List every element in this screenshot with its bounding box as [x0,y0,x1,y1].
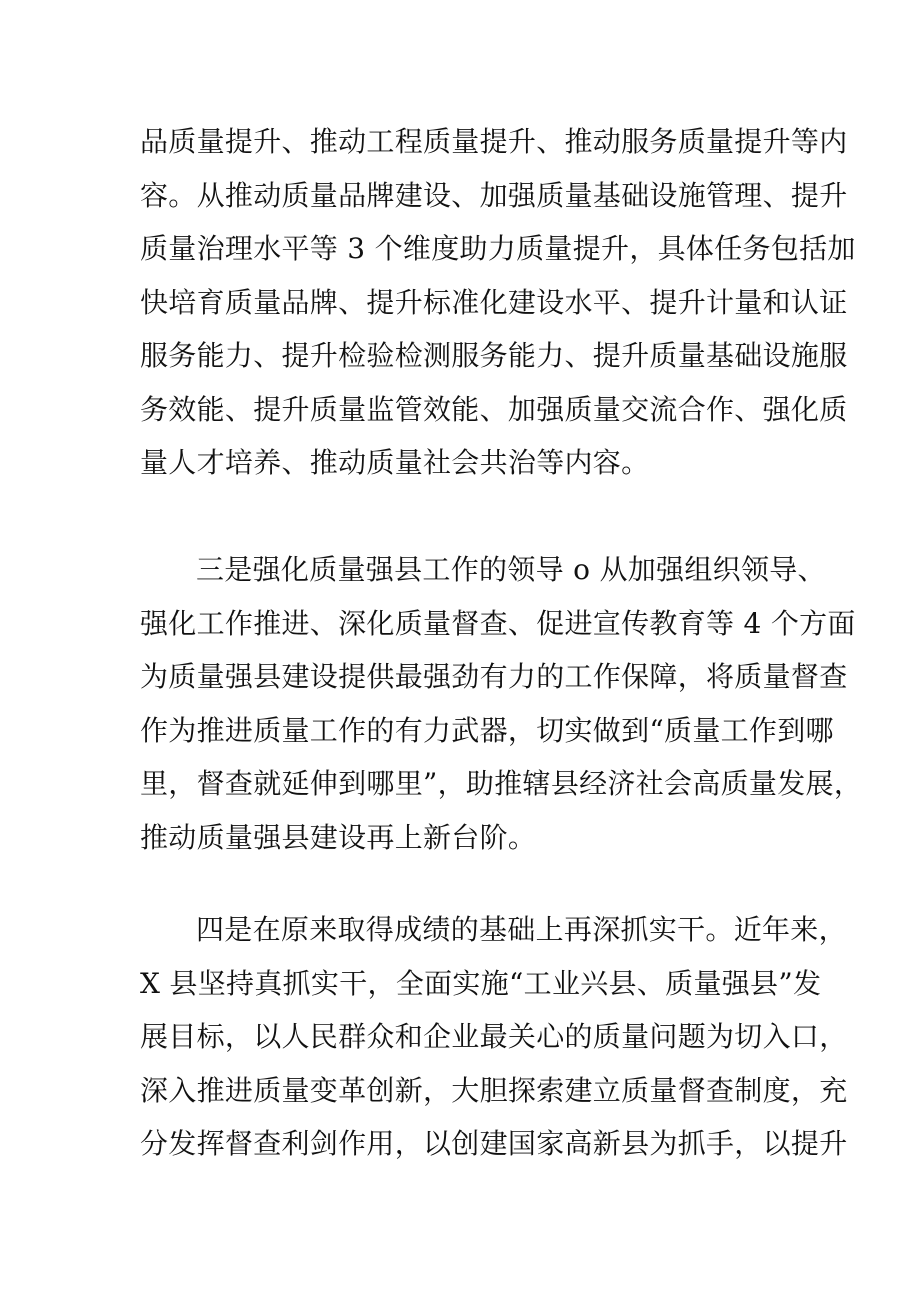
paragraph-2 [140,543,863,864]
text-line: 推动质量强县建设再上新台阶。 [140,820,537,854]
text-line: 快培育质量品牌、提升标准化建设水平、提升计量和认证 [140,285,848,319]
text-line: 作为推进质量工作的有力武器，切实做到“质量工作到哪 [140,713,834,747]
text-line: 务效能、提升质量监管效能、加强质量交流合作、强化质 [140,392,848,426]
text-line: X 县坚持真抓实干，全面实施“工业兴县、质量强县”发 [140,966,822,1000]
text-line: 深入推进质量变革创新，大胆探索建立质量督查制度，充 [140,1073,848,1107]
text-line: 分发挥督查利剑作用，以创建国家高新县为抓手，以提升 [140,1127,848,1160]
text-line: 三是强化质量强县工作的领导 o 从加强组织领导、 [196,553,826,586]
text-line: 四是在原来取得成绩的基础上再深抓实干。近年来， [196,913,847,946]
text-line: 里，督查就延伸到哪里”，助推辖县经济社会高质量发展， [140,767,863,800]
text-line: 质量治理水平等 3 个维度助力质量提升，具体任务包括加 [140,232,856,265]
text-line: 为质量强县建设提供最强劲有力的工作保障，将质量督查 [140,660,848,693]
text-line: 服务能力、提升检验检测服务能力、提升质量基础设施服 [140,339,848,372]
text-line: 强化工作推进、深化质量督查、促进宣传教育等 4 个方面 [140,606,856,640]
text-line: 品质量提升、推动工程质量提升、推动服务质量提升等内 [140,125,848,158]
text-line: 展目标，以人民群众和企业最关心的质量问题为切入口， [140,1020,848,1053]
text-line: 容。从推动质量品牌建设、加强质量基础设施管理、提升 [140,178,848,212]
text-line: 量人才培养、推动质量社会共治等内容。 [140,446,650,479]
paragraph-1 [140,115,856,490]
paragraph-3 [140,903,848,1171]
